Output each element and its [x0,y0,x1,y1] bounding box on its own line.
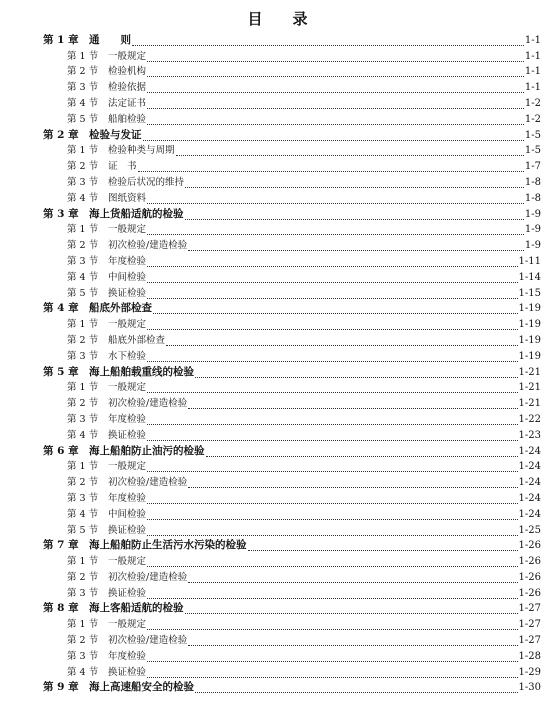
toc-section-entry[interactable] [0,491,555,507]
section-number: 第 2 节 [67,66,99,78]
dot-leader [166,345,518,346]
toc-entry-label [67,97,146,110]
section-title: 一般规定 [108,556,147,568]
section-number: 第 1 节 [67,619,99,631]
toc-section-entry[interactable] [0,112,555,128]
section-title: 中间检验 [108,271,147,283]
section-number: 第 3 节 [67,650,99,662]
dot-leader [147,203,524,204]
page-number: 1-27 [518,619,541,631]
dot-leader [147,503,518,504]
section-number: 第 2 节 [67,240,99,252]
toc-entry-label [67,492,146,505]
toc-section-entry[interactable] [0,159,555,175]
toc-entry-label [43,302,152,315]
dot-leader [188,487,517,488]
section-number: 第 3 节 [67,413,99,425]
page-number: 1-24 [518,477,541,489]
dot-leader [138,171,524,172]
page-number: 1-8 [524,176,541,188]
page-number: 1-19 [518,334,541,346]
page-number: 1-21 [518,366,541,378]
page-number: 1-24 [518,492,541,504]
toc-entry-label [43,129,142,142]
toc-entry-label [67,176,184,189]
section-title: 检验种类与周期 [108,145,175,157]
section-title: 换证检验 [108,587,147,599]
dot-leader [188,250,524,251]
section-title: 换证检验 [108,524,147,536]
toc-section-entry[interactable] [0,49,555,65]
chapter-number: 第 7 章 [43,539,79,552]
page-number: 1-21 [518,382,541,394]
section-title: 换证检验 [108,287,147,299]
section-title: 中间检验 [108,508,147,520]
dot-leader [147,92,524,93]
chapter-title: 海上船舶载重线的检验 [89,365,194,378]
section-title: 一般规定 [108,619,147,631]
toc-chapter-entry[interactable] [0,33,555,49]
page-number: 1-26 [518,556,541,568]
toc-entry-label [67,587,146,600]
chapter-title: 海上船舶防止生活污水污染的检验 [89,539,247,552]
dot-leader [147,108,524,109]
toc-entry-label [43,208,184,221]
page-number: 1-23 [518,429,541,441]
dot-leader [185,187,524,188]
section-title: 一般规定 [108,461,147,473]
page-number: 1-2 [524,113,541,125]
toc-list [0,33,555,696]
toc-entry-label [67,524,146,537]
toc-section-entry[interactable] [0,475,555,491]
toc-section-entry[interactable] [0,238,555,254]
section-number: 第 2 节 [67,334,99,346]
dot-leader [147,392,518,393]
section-number: 第 4 节 [67,666,99,678]
toc-entry-label [67,666,146,679]
chapter-number: 第 2 章 [43,128,79,141]
section-number: 第 4 节 [67,429,99,441]
page-number: 1-5 [524,145,541,157]
page-number: 1-24 [518,445,541,457]
dot-leader [188,582,517,583]
toc-chapter-entry[interactable] [0,602,555,618]
section-title: 水下检验 [108,350,147,362]
toc-entry-label [67,460,146,473]
section-title: 一般规定 [108,382,147,394]
toc-entry-label [67,50,146,63]
section-title: 图纸资料 [108,192,147,204]
toc-entry-label [67,634,187,647]
toc-entry-label [67,239,187,252]
page-number: 1-19 [518,303,541,315]
page-number: 1-26 [518,571,541,583]
section-number: 第 2 节 [67,477,99,489]
dot-leader [147,76,524,77]
dot-leader [143,140,524,141]
toc-section-entry[interactable] [0,570,555,586]
toc-section-entry[interactable] [0,633,555,649]
toc-section-entry[interactable] [0,649,555,665]
toc-section-entry[interactable] [0,396,555,412]
page-number: 1-9 [524,240,541,252]
section-title: 检验依据 [108,82,147,94]
toc-entry-label [43,366,194,379]
section-number: 第 1 节 [67,224,99,236]
toc-entry-label [67,192,146,205]
section-number: 第 4 节 [67,192,99,204]
section-number: 第 3 节 [67,492,99,504]
toc-entry-label [67,271,146,284]
toc-section-entry[interactable] [0,223,555,239]
section-title: 检验后状况的维持 [108,176,185,188]
dot-leader [147,440,518,441]
section-title: 初次检验/建造检验 [108,398,188,410]
section-title: 年度检验 [108,650,147,662]
toc-chapter-entry[interactable] [0,207,555,223]
toc-entry-label [43,539,247,552]
toc-entry-label [67,113,146,126]
toc-section-entry[interactable] [0,80,555,96]
dot-leader [147,61,524,62]
dot-leader [248,550,518,551]
dot-leader [188,408,517,409]
toc-chapter-entry[interactable] [0,365,555,381]
page-number: 1-1 [524,50,541,62]
toc-section-entry[interactable] [0,428,555,444]
toc-section-entry[interactable] [0,665,555,681]
toc-entry-label [43,34,131,47]
toc-entry-label [67,223,146,236]
toc-entry-label [67,476,187,489]
chapter-title: 海上客船适航的检验 [89,602,184,615]
page-number: 1-19 [518,319,541,331]
dot-leader [132,45,524,46]
page-number: 1-8 [524,192,541,204]
page-number: 1-21 [518,398,541,410]
page-number: 1-24 [518,508,541,520]
dot-leader [147,519,518,520]
chapter-title: 海上高速船安全的检验 [89,681,194,694]
dot-leader [147,598,518,599]
page-number: 1-19 [518,350,541,362]
page-number: 1-15 [518,287,541,299]
dot-leader [147,424,518,425]
dot-leader [147,234,524,235]
toc-section-entry[interactable] [0,144,555,160]
dot-leader [147,282,518,283]
section-title: 船舶检验 [108,113,147,125]
section-number: 第 3 节 [67,350,99,362]
section-title: 初次检验/建造检验 [108,635,188,647]
page-title: 目 录 [247,10,308,28]
toc-entry-label [67,287,146,300]
section-title: 年度检验 [108,413,147,425]
section-number: 第 3 节 [67,176,99,188]
section-number: 第 3 节 [67,255,99,267]
section-title: 年度检验 [108,492,147,504]
section-title: 换证检验 [108,666,147,678]
chapter-title: 海上货船适航的检验 [89,207,184,220]
chapter-number: 第 3 章 [43,207,79,220]
section-title: 一般规定 [108,319,147,331]
section-number: 第 5 节 [67,113,99,125]
section-title: 船底外部检查 [108,334,166,346]
chapter-title: 通 则 [89,33,131,46]
section-title: 证 书 [108,161,137,173]
dot-leader [195,377,518,378]
toc-entry-label [67,350,146,363]
section-title: 初次检验/建造检验 [108,477,188,489]
dot-leader [206,456,518,457]
toc-entry-label [67,65,146,78]
toc-section-entry[interactable] [0,286,555,302]
toc-entry-label [67,381,146,394]
page-number: 1-27 [518,635,541,647]
toc-section-entry[interactable] [0,586,555,602]
toc-section-entry[interactable] [0,460,555,476]
toc-chapter-entry[interactable] [0,681,555,697]
page-number: 1-5 [524,129,541,141]
toc-entry-label [43,681,194,694]
toc-entry-label [67,618,146,631]
chapter-number: 第 9 章 [43,681,79,694]
page-number: 1-30 [518,682,541,694]
toc-entry-label [67,429,146,442]
dot-leader [185,613,518,614]
page-number: 1-24 [518,461,541,473]
page-number: 1-1 [524,82,541,94]
section-number: 第 1 节 [67,50,99,62]
dot-leader [147,535,518,536]
section-title: 年度检验 [108,255,147,267]
toc-entry-label [67,650,146,663]
section-title: 一般规定 [108,224,147,236]
chapter-title: 船底外部检查 [89,302,152,315]
page-number: 1-9 [524,224,541,236]
page-number: 1-26 [518,540,541,552]
page-number: 1-2 [524,97,541,109]
chapter-number: 第 6 章 [43,444,79,457]
section-number: 第 1 节 [67,382,99,394]
dot-leader [147,566,518,567]
toc-section-entry[interactable] [0,96,555,112]
chapter-number: 第 8 章 [43,602,79,615]
section-number: 第 2 节 [67,161,99,173]
section-title: 换证检验 [108,429,147,441]
toc-chapter-entry[interactable] [0,128,555,144]
page-number: 1-11 [518,255,541,267]
toc-entry-label [67,413,146,426]
section-title: 一般规定 [108,50,147,62]
chapter-number: 第 4 章 [43,302,79,315]
toc-entry-label [67,334,165,347]
section-title: 法定证书 [108,97,147,109]
section-number: 第 5 节 [67,524,99,536]
toc-entry-label [67,81,146,94]
toc-section-entry[interactable] [0,507,555,523]
toc-entry-label [67,571,187,584]
section-title: 检验机构 [108,66,147,78]
page-number: 1-7 [524,161,541,173]
toc-section-entry[interactable] [0,554,555,570]
toc-entry-label [43,602,184,615]
section-title: 初次检验/建造检验 [108,571,188,583]
page-number: 1-27 [518,603,541,615]
section-number: 第 1 节 [67,556,99,568]
toc-entry-label [67,318,146,331]
dot-leader [147,329,518,330]
section-number: 第 2 节 [67,635,99,647]
page-number: 1-26 [518,587,541,599]
dot-leader [147,661,518,662]
dot-leader [147,677,518,678]
dot-leader [147,266,518,267]
chapter-title: 海上船舶防止油污的检验 [89,444,205,457]
toc-section-entry[interactable] [0,270,555,286]
toc-section-entry[interactable] [0,175,555,191]
section-number: 第 3 节 [67,587,99,599]
page-number: 1-29 [518,666,541,678]
page-number: 1-9 [524,208,541,220]
section-number: 第 5 节 [67,287,99,299]
page-number: 1-1 [524,66,541,78]
toc-section-entry[interactable] [0,317,555,333]
dot-leader [153,313,518,314]
toc-entry-label [67,555,146,568]
toc-section-entry[interactable] [0,617,555,633]
toc-section-entry[interactable] [0,191,555,207]
section-number: 第 1 节 [67,145,99,157]
page-number: 1-22 [518,413,541,425]
section-number: 第 4 节 [67,97,99,109]
dot-leader [147,124,524,125]
page-number: 1-25 [518,524,541,536]
section-number: 第 1 节 [67,461,99,473]
dot-leader [147,471,518,472]
toc-section-entry[interactable] [0,65,555,81]
toc-entry-label [67,160,137,173]
toc-chapter-entry[interactable] [0,444,555,460]
toc-section-entry[interactable] [0,412,555,428]
page-number: 1-28 [518,650,541,662]
toc-section-entry[interactable] [0,349,555,365]
section-number: 第 4 节 [67,271,99,283]
toc-entry-label [43,445,205,458]
toc-section-entry[interactable] [0,381,555,397]
toc-chapter-entry[interactable] [0,539,555,555]
section-number: 第 3 节 [67,82,99,94]
toc-section-entry[interactable] [0,523,555,539]
dot-leader [195,692,518,693]
toc-chapter-entry[interactable] [0,302,555,318]
section-number: 第 2 节 [67,571,99,583]
dot-leader [185,219,524,220]
toc-entry-label [67,397,187,410]
page-number: 1-14 [518,271,541,283]
toc-entry-label [67,508,146,521]
dot-leader [147,629,518,630]
dot-leader [147,361,518,362]
toc-section-entry[interactable] [0,254,555,270]
chapter-number: 第 1 章 [43,33,79,46]
toc-section-entry[interactable] [0,333,555,349]
section-number: 第 2 节 [67,398,99,410]
dot-leader [147,298,518,299]
section-number: 第 1 节 [67,319,99,331]
toc-entry-label [67,255,146,268]
dot-leader [176,155,524,156]
section-number: 第 4 节 [67,508,99,520]
page-number: 1-1 [524,34,541,46]
chapter-title: 检验与发证 [89,128,142,141]
dot-leader [188,645,517,646]
toc-entry-label [67,144,175,157]
chapter-number: 第 5 章 [43,365,79,378]
section-title: 初次检验/建造检验 [108,240,188,252]
